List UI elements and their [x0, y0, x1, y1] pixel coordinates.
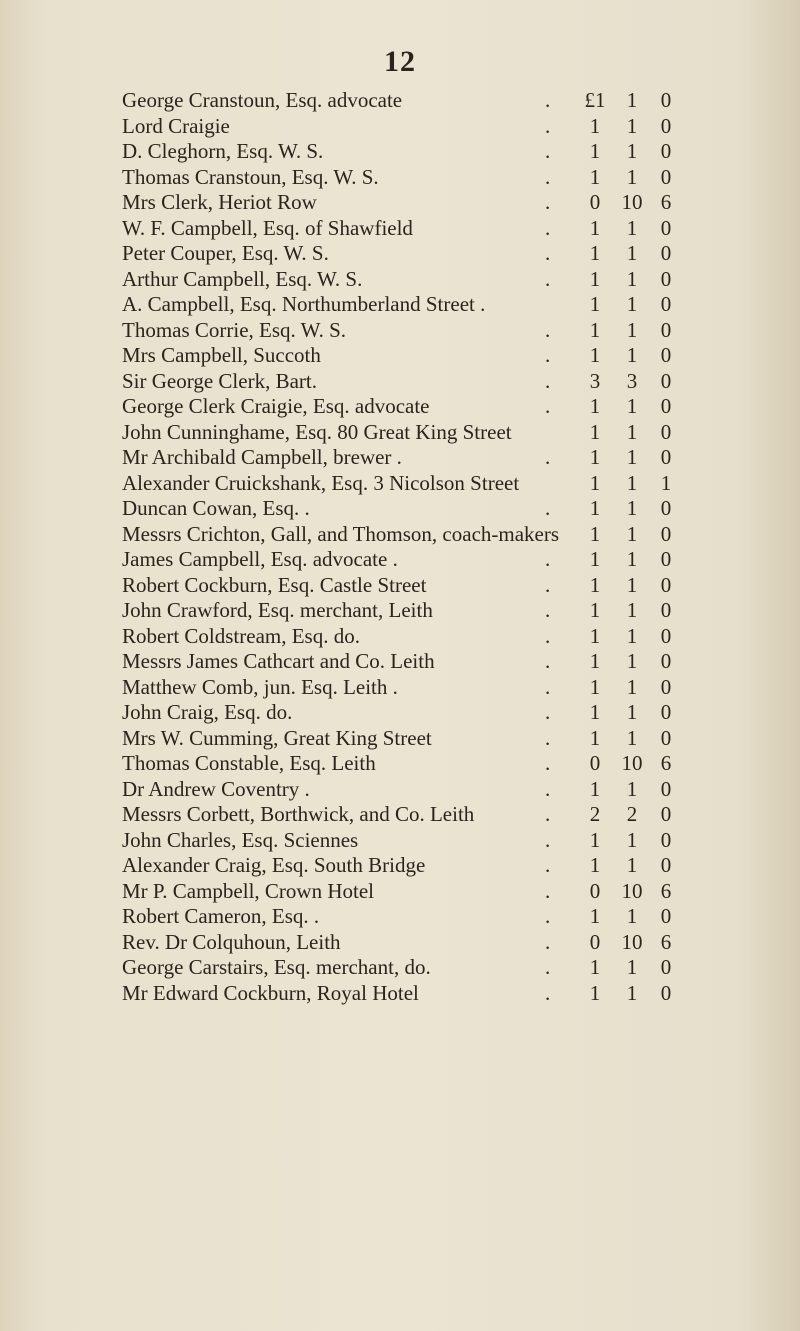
list-item	[0, 649, 800, 675]
amount-pounds: 0	[589, 190, 601, 214]
amount-pounds: 1	[589, 113, 601, 138]
amount-shillings: 10	[621, 751, 643, 775]
amount-pence: 0	[660, 980, 672, 1005]
list-item	[0, 930, 800, 956]
leader-dot: .	[545, 700, 551, 724]
list-item	[0, 624, 800, 650]
amount-pence: 0	[660, 394, 672, 418]
amount-pence: 0	[660, 802, 672, 826]
amount-pounds: 1	[589, 496, 601, 520]
amount-shillings: 1	[626, 88, 638, 112]
leader-dot: .	[545, 266, 551, 291]
amount-pence: 0	[660, 292, 672, 316]
list-item	[0, 955, 800, 981]
list-item	[0, 318, 800, 344]
subscriber-name: George Cranstoun, Esq. advocate	[122, 88, 403, 112]
amount-pence: 0	[660, 853, 672, 877]
amount-shillings: 1	[626, 241, 638, 265]
list-item	[0, 777, 800, 803]
subscriber-name: Peter Couper, Esq. W. S.	[122, 241, 329, 265]
list-item	[0, 139, 800, 165]
amount-pounds: 1	[589, 649, 601, 673]
subscriber-name: George Carstairs, Esq. merchant, do.	[122, 955, 431, 979]
amount-pounds: 1	[589, 241, 601, 265]
amount-pence: 0	[660, 827, 672, 852]
list-item	[0, 267, 800, 293]
leader-dot: .	[545, 674, 551, 699]
amount-shillings: 1	[626, 598, 638, 622]
subscriber-name: Thomas Corrie, Esq. W. S.	[122, 317, 346, 342]
leader-dot: .	[545, 751, 551, 775]
amount-pence: 0	[660, 521, 672, 546]
amount-pence: 0	[660, 113, 672, 138]
amount-shillings: 1	[626, 547, 638, 571]
amount-shillings: 1	[626, 776, 638, 801]
leader-dot: .	[545, 547, 551, 571]
amount-pence: 6	[660, 190, 672, 214]
amount-shillings: 1	[626, 904, 638, 928]
page-number: 12	[384, 45, 416, 78]
amount-pounds: 1	[589, 572, 601, 597]
leader-dot: .	[545, 929, 551, 954]
leader-dot: .	[545, 802, 551, 826]
leader-dot: .	[545, 776, 551, 801]
leader-dot: .	[545, 445, 551, 469]
subscriber-name: Alexander Cruickshank, Esq. 3 Nicolson Street	[122, 470, 520, 495]
amount-pounds: 1	[589, 776, 601, 801]
amount-pounds: 1	[589, 827, 601, 852]
subscriber-name: John Craig, Esq. do.	[122, 700, 293, 724]
list-item	[0, 726, 800, 752]
subscriber-name: Matthew Comb, jun. Esq. Leith .	[122, 674, 398, 699]
subscriber-name: Messrs James Cathcart and Co. Leith	[122, 649, 435, 673]
leader-dot: .	[545, 164, 551, 189]
list-item	[0, 522, 800, 548]
list-item	[0, 879, 800, 905]
amount-pence: 0	[660, 445, 672, 469]
amount-pence: 0	[660, 904, 672, 928]
amount-pence: 0	[660, 572, 672, 597]
subscriber-name: A. Campbell, Esq. Northumberland Street .	[122, 292, 486, 316]
amount-pounds: 1	[589, 521, 601, 546]
amount-shillings: 1	[626, 572, 638, 597]
amount-pence: 0	[660, 419, 672, 444]
leader-dot: .	[545, 215, 551, 240]
amount-shillings: 1	[626, 725, 638, 750]
amount-pounds: 1	[589, 317, 601, 342]
amount-shillings: 1	[626, 139, 638, 163]
leader-dot: .	[545, 88, 551, 112]
subscriber-name: John Charles, Esq. Sciennes	[122, 827, 359, 852]
leader-dot: .	[545, 827, 551, 852]
amount-shillings: 1	[626, 853, 638, 877]
list-item	[0, 598, 800, 624]
amount-shillings: 3	[626, 368, 638, 393]
amount-pence: 0	[660, 241, 672, 265]
amount-pounds: 1	[589, 547, 601, 571]
list-item	[0, 471, 800, 497]
amount-pence: 0	[660, 343, 672, 367]
amount-pounds: 1	[589, 343, 601, 367]
amount-pence: 0	[660, 368, 672, 393]
amount-pence: 0	[660, 674, 672, 699]
amount-shillings: 1	[626, 674, 638, 699]
subscriber-name: Duncan Cowan, Esq. .	[122, 496, 310, 520]
leader-dot: .	[545, 343, 551, 367]
leader-dot: .	[545, 317, 551, 342]
amount-pounds: 1	[589, 955, 601, 979]
list-item	[0, 700, 800, 726]
amount-pounds: 0	[589, 929, 601, 954]
list-item	[0, 343, 800, 369]
amount-pounds: 1	[589, 292, 601, 316]
leader-dot: .	[545, 572, 551, 597]
subscriber-name: Robert Cockburn, Esq. Castle Street	[122, 572, 427, 597]
amount-pounds: 1	[589, 725, 601, 750]
amount-pence: 0	[660, 547, 672, 571]
amount-pence: 0	[660, 164, 672, 189]
amount-shillings: 10	[621, 878, 643, 903]
amount-pence: 0	[660, 623, 672, 648]
amount-shillings: 1	[626, 113, 638, 138]
leader-dot: .	[545, 190, 551, 214]
amount-pence: 0	[660, 496, 672, 520]
amount-pounds: 0	[589, 878, 601, 903]
subscriber-name: Sir George Clerk, Bart.	[122, 368, 317, 393]
amount-pounds: 1	[589, 853, 601, 877]
amount-pounds: 2	[589, 802, 601, 826]
amount-pounds: 1	[589, 980, 601, 1005]
amount-pence: 0	[660, 215, 672, 240]
subscriber-name: Mrs W. Cumming, Great King Street	[122, 725, 432, 750]
list-item	[0, 547, 800, 573]
amount-shillings: 1	[626, 292, 638, 316]
list-item	[0, 675, 800, 701]
amount-pence: 0	[660, 317, 672, 342]
amount-pounds: 0	[589, 751, 601, 775]
subscriber-name: Robert Cameron, Esq. .	[122, 904, 320, 928]
leader-dot: .	[545, 980, 551, 1005]
leader-dot: .	[545, 139, 551, 163]
amount-shillings: 1	[626, 317, 638, 342]
subscriber-name: Mr Edward Cockburn, Royal Hotel	[122, 980, 419, 1005]
list-item	[0, 190, 800, 216]
subscriber-name: Mr Archibald Campbell, brewer .	[122, 445, 402, 469]
subscriber-name: Rev. Dr Colquhoun, Leith	[122, 929, 341, 954]
subscription-list	[0, 88, 800, 1006]
list-item	[0, 751, 800, 777]
amount-shillings: 1	[626, 827, 638, 852]
amount-shillings: 1	[626, 496, 638, 520]
amount-shillings: 10	[621, 929, 643, 954]
subscriber-name: D. Cleghorn, Esq. W. S.	[122, 139, 324, 163]
subscriber-name: Messrs Crichton, Gall, and Thomson, coach-makers	[122, 521, 560, 546]
amount-shillings: 1	[626, 343, 638, 367]
list-item	[0, 165, 800, 191]
amount-shillings: 1	[626, 470, 638, 495]
amount-shillings: 1	[626, 521, 638, 546]
amount-pounds: 1	[589, 419, 601, 444]
subscriber-name: Lord Craigie	[122, 113, 230, 138]
amount-pounds: 1	[589, 700, 601, 724]
list-item	[0, 853, 800, 879]
subscriber-name: John Cunninghame, Esq. 80 Great King Street	[122, 419, 512, 444]
amount-pence: 0	[660, 725, 672, 750]
amount-shillings: 1	[626, 394, 638, 418]
amount-shillings: 1	[626, 419, 638, 444]
leader-dot: .	[545, 368, 551, 393]
subscriber-name: John Crawford, Esq. merchant, Leith	[122, 598, 433, 622]
amount-shillings: 1	[626, 164, 638, 189]
leader-dot: .	[545, 904, 551, 928]
list-item	[0, 802, 800, 828]
subscriber-name: George Clerk Craigie, Esq. advocate	[122, 394, 430, 418]
amount-pounds: 3	[589, 368, 601, 393]
list-item	[0, 904, 800, 930]
amount-shillings: 1	[626, 955, 638, 979]
amount-pence: 0	[660, 139, 672, 163]
amount-pounds: 1	[589, 266, 601, 291]
leader-dot: .	[545, 241, 551, 265]
leader-dot: .	[545, 598, 551, 622]
subscriber-name: Mrs Campbell, Succoth	[122, 343, 321, 367]
subscriber-name: James Campbell, Esq. advocate .	[122, 547, 398, 571]
amount-pounds: 1	[589, 445, 601, 469]
amount-pence: 0	[660, 598, 672, 622]
leader-dot: .	[545, 853, 551, 877]
leader-dot: .	[545, 496, 551, 520]
amount-shillings: 1	[626, 445, 638, 469]
list-item	[0, 114, 800, 140]
list-item	[0, 241, 800, 267]
leader-dot: .	[545, 649, 551, 673]
subscriber-name: W. F. Campbell, Esq. of Shawfield	[122, 215, 413, 240]
amount-shillings: 1	[626, 649, 638, 673]
subscriber-name: Mrs Clerk, Heriot Row	[122, 190, 317, 214]
amount-pence: 0	[660, 955, 672, 979]
subscriber-name: Alexander Craig, Esq. South Bridge	[122, 853, 426, 877]
list-item	[0, 828, 800, 854]
amount-pounds: 1	[589, 598, 601, 622]
amount-pence: 0	[660, 700, 672, 724]
amount-pence: 0	[660, 266, 672, 291]
amount-pounds: £1	[584, 88, 606, 112]
leader-dot: .	[545, 623, 551, 648]
amount-shillings: 1	[626, 266, 638, 291]
amount-shillings: 10	[621, 190, 643, 214]
amount-shillings: 1	[626, 215, 638, 240]
amount-pounds: 1	[589, 623, 601, 648]
amount-pounds: 1	[589, 470, 601, 495]
amount-pence: 6	[660, 878, 672, 903]
list-item	[0, 216, 800, 242]
amount-pounds: 1	[589, 164, 601, 189]
list-item	[0, 420, 800, 446]
subscriber-name: Thomas Constable, Esq. Leith	[122, 751, 376, 775]
list-item	[0, 369, 800, 395]
leader-dot: .	[545, 113, 551, 138]
amount-pounds: 1	[589, 215, 601, 240]
subscriber-name: Arthur Campbell, Esq. W. S.	[122, 266, 363, 291]
amount-pounds: 1	[589, 139, 601, 163]
subscriber-name: Mr P. Campbell, Crown Hotel	[122, 878, 374, 903]
amount-pence: 6	[660, 929, 672, 954]
amount-shillings: 2	[626, 802, 638, 826]
amount-pounds: 1	[589, 394, 601, 418]
amount-pence: 0	[660, 776, 672, 801]
amount-shillings: 1	[626, 980, 638, 1005]
subscriber-name: Messrs Corbett, Borthwick, and Co. Leith	[122, 802, 475, 826]
subscriber-name: Robert Coldstream, Esq. do.	[122, 623, 360, 648]
amount-shillings: 1	[626, 623, 638, 648]
leader-dot: .	[545, 394, 551, 418]
subscriber-name: Dr Andrew Coventry .	[122, 776, 310, 801]
leader-dot: .	[545, 955, 551, 979]
leader-dot: .	[545, 878, 551, 903]
list-item	[0, 292, 800, 318]
amount-shillings: 1	[626, 700, 638, 724]
list-item	[0, 981, 800, 1007]
list-item	[0, 445, 800, 471]
amount-pence: 0	[660, 88, 672, 112]
list-item	[0, 496, 800, 522]
amount-pence: 6	[660, 751, 672, 775]
amount-pence: 1	[660, 470, 672, 495]
amount-pence: 0	[660, 649, 672, 673]
subscriber-name: Thomas Cranstoun, Esq. W. S.	[122, 164, 379, 189]
list-item	[0, 88, 800, 114]
list-item	[0, 573, 800, 599]
amount-pounds: 1	[589, 674, 601, 699]
amount-pounds: 1	[589, 904, 601, 928]
leader-dot: .	[545, 725, 551, 750]
list-item	[0, 394, 800, 420]
